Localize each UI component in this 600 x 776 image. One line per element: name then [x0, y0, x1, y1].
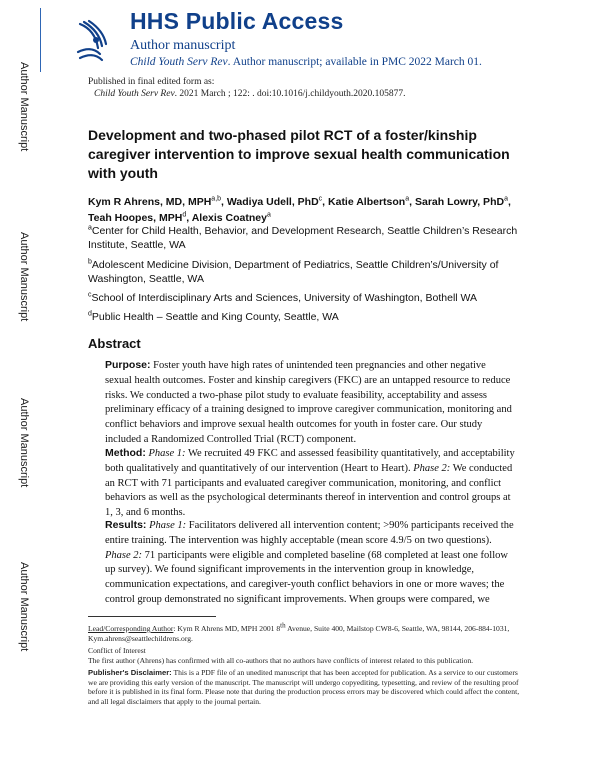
method-phase1: Phase 1:	[148, 448, 186, 459]
hhs-eagle-logo	[76, 18, 112, 64]
conflict-heading: Conflict of Interest	[88, 646, 146, 655]
purpose-text: Foster youth have high rates of unintended teen pregnancies and other negative sexual health outcomes. Foster and kinship caregivers (FKC) are an untapped resource to reduce risks. We conducted a two-phase pilot study to evaluate feasibility, acceptability and assess preliminary efficacy of a training designed to improve caregiver communication, monitoring and conflict behaviors and improve sexual health outcomes for youth in foster care. Our study included a Randomized Controlled Trial (RCT) component.	[105, 360, 512, 445]
pubinfo-doi: . 2021 March ; 122: . doi:10.1016/j.childyouth.2020.105877.	[174, 89, 406, 99]
affiliation-text: Center for Child Health, Behavior, and Development Research, Seattle Children’s Research Institute, Seattle, WA	[88, 225, 518, 251]
author-affiliation-marker: a,b	[211, 195, 222, 203]
footnote-rule	[88, 616, 216, 617]
abstract-purpose	[105, 358, 515, 448]
publisher-disclaimer	[88, 668, 528, 706]
method-text2: We conducted an RCT with 71 participants and evaluated caregiver communication, monitoring, and conflict behaviors as well as the psychological determinants thereof in intervention and control groups at 1, 3, and 6 months.	[105, 462, 513, 519]
author-name: Teah Hoopes, MPH	[88, 212, 183, 224]
affiliation-marker: a	[88, 224, 92, 232]
journal-availability	[130, 56, 482, 68]
author-affiliation-marker: a	[266, 211, 271, 219]
affiliation-text: Adolescent Medicine Division, Department of Pediatrics, Seattle Children’s/University of Washington, Seattle, WA	[88, 259, 499, 285]
method-phase2: Phase 2:	[413, 462, 451, 474]
author-affiliation-marker: d	[182, 211, 187, 219]
abstract-heading: Abstract	[88, 336, 141, 351]
results-label: Results:	[105, 519, 147, 531]
author-name: Kym R Ahrens, MD, MPH	[88, 196, 212, 208]
method-label: Method:	[105, 447, 146, 459]
affiliation-text: School of Interdisciplinary Arts and Sciences, University of Washington, Bothell WA	[91, 292, 478, 304]
corresponding-text-a: : Kym R Ahrens MD, MPH 2001 8	[173, 624, 281, 633]
results-text2: 71 participants were eligible and completed baseline (68 completed at least one follow up survey). We found significant improvements in the intervention group in knowledge, communication expectations, and caregiver-youth conflict behaviors in one or more waves; the control group demonstrated no significant improvements. When groups were compared, we	[105, 549, 508, 605]
affiliation-marker: d	[88, 310, 92, 318]
pubinfo-journal: Child Youth Serv Rev	[94, 89, 175, 99]
affiliation-marker: b	[88, 258, 92, 266]
conflict-text: The first author (Ahrens) has confirmed with all co-authors that no authors have conflicts of interest related to this publication.	[88, 656, 474, 665]
pubinfo-citation	[88, 88, 406, 100]
affiliation	[88, 224, 528, 252]
publication-info	[88, 76, 406, 100]
disclaimer-text: This is a PDF file of an unedited manuscript that has been accepted for publication. As a service to our customers we are providing this early version of the manuscript. The manuscript will undergo copyediting, typesetting, and review of the resulting proof before it is published in its final form. Please note that during the production process errors may be discovered which could affect the content, and all legal disclaimers that apply to the journal pertain.	[88, 668, 520, 706]
sidebar-label: Author Manuscript	[18, 562, 30, 652]
corresponding-sup: th	[280, 621, 286, 630]
author-name: Wadiya Udell, PhD	[226, 196, 319, 208]
affiliation	[88, 310, 528, 324]
sidebar	[0, 0, 40, 776]
affiliation	[88, 291, 528, 305]
method-text1: We recruited 49 FKC and assessed feasibility quantitatively, and acceptability both qualitatively and quantitatively of our intervention (Heart to Heart).	[105, 448, 515, 474]
abstract-method	[105, 446, 515, 521]
corresponding-author-note	[88, 621, 528, 643]
affiliation-text: Public Health – Seattle and King County, Seattle, WA	[91, 311, 339, 323]
pubinfo-line1: Published in final edited form as:	[88, 77, 215, 87]
sidebar-label: Author Manuscript	[18, 232, 30, 322]
author-affiliation-marker: c	[318, 195, 323, 203]
sidebar-label: Author Manuscript	[18, 62, 30, 152]
disclaimer-label: Publisher's Disclaimer:	[88, 668, 172, 677]
availability-text: . Author manuscript; available in PMC 2022 March 01.	[227, 56, 482, 68]
hhs-subtitle: Author manuscript	[130, 38, 236, 53]
author-name: Katie Albertson	[328, 196, 406, 208]
article-title: Development and two-phased pilot RCT of a foster/kinship caregiver intervention to improve sexual health communication with youth	[88, 127, 510, 181]
purpose-label: Purpose:	[105, 359, 151, 371]
abstract-results	[105, 518, 515, 608]
affiliation-marker: c	[88, 291, 92, 299]
results-phase1: Phase 1:	[149, 520, 187, 531]
corresponding-label: Lead/Corresponding Author	[88, 624, 174, 633]
author-affiliation-marker: a	[405, 195, 410, 203]
journal-name: Child Youth Serv Rev	[130, 56, 228, 68]
header-divider	[40, 8, 41, 72]
author-name: Alexis Coatney	[191, 212, 267, 224]
corresponding-text-b: Avenue, Suite 400, Mailstop CW8-6, Seattle, WA, 98144, 206-884-1031, Kym.ahrens@seattlechildrens.org.	[88, 624, 510, 643]
author-list: Kym R Ahrens, MD, MPH$^{a,b}$, Wadiya Udell, PhD$^c$, Katie Albertson$^a$, Sarah Lowry, PhD$^a$, Teah Hoopes, MPH$^d$, Alexis Coatney$^a$	[88, 195, 511, 224]
affiliation	[88, 258, 528, 286]
results-text1: Facilitators delivered all intervention content; >90% participants received the entire training. The intervention was highly acceptable (mean score 4.9/5 on two questions).	[105, 520, 514, 546]
results-phase2: Phase 2:	[105, 549, 143, 561]
author-affiliation-marker: a	[504, 195, 508, 203]
hhs-title: HHS Public Access	[130, 8, 344, 34]
sidebar-label: Author Manuscript	[18, 398, 30, 488]
author-name: Sarah Lowry, PhD	[414, 196, 505, 208]
